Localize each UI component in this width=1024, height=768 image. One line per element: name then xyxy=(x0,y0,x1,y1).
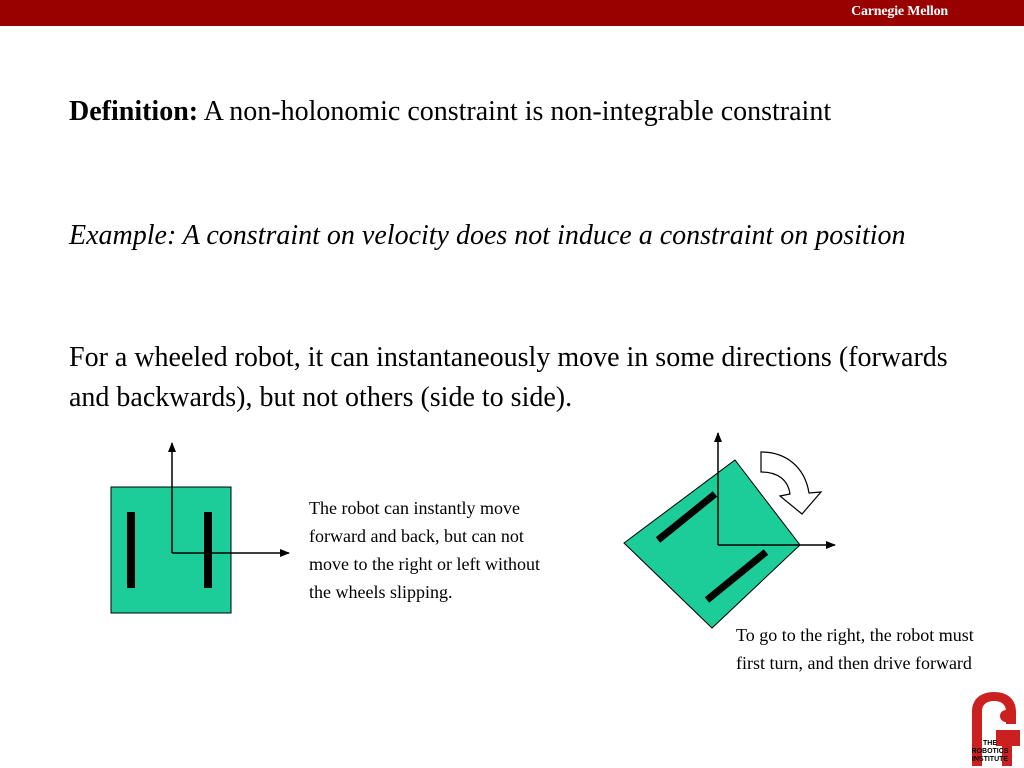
turn-arrow-icon xyxy=(761,452,821,514)
svg-text:THE: THE xyxy=(983,740,997,747)
svg-text:INSTITUTE: INSTITUTE xyxy=(971,756,1009,763)
wheeled-robot-paragraph: For a wheeled robot, it can instantaneously move in some directions (forwards and backwards), but not others (side to side). xyxy=(69,342,948,413)
left-figure-caption: The robot can instantly move forward and back, but can not move to the right or left without the wheels slipping. xyxy=(309,498,540,602)
svg-text:ROBOTICS: ROBOTICS xyxy=(971,748,1009,755)
carnegie-mellon-wordmark: Carnegie Mellon xyxy=(851,4,948,19)
right-robot-figure xyxy=(624,433,835,628)
example-paragraph: Example: A constraint on velocity does not induce a constraint on position xyxy=(69,220,906,251)
definition-text: A non-holonomic constraint is non-integrable constraint xyxy=(198,96,832,127)
right-robot-body xyxy=(624,460,800,628)
left-robot-left-wheel xyxy=(127,512,135,588)
definition-label: Definition: xyxy=(69,96,199,127)
right-figure-caption: To go to the right, the robot must first turn, and then drive forward xyxy=(736,625,974,673)
left-robot-right-wheel xyxy=(204,512,212,588)
left-robot-figure xyxy=(111,443,289,613)
robotics-institute-logo-icon xyxy=(966,690,1022,766)
